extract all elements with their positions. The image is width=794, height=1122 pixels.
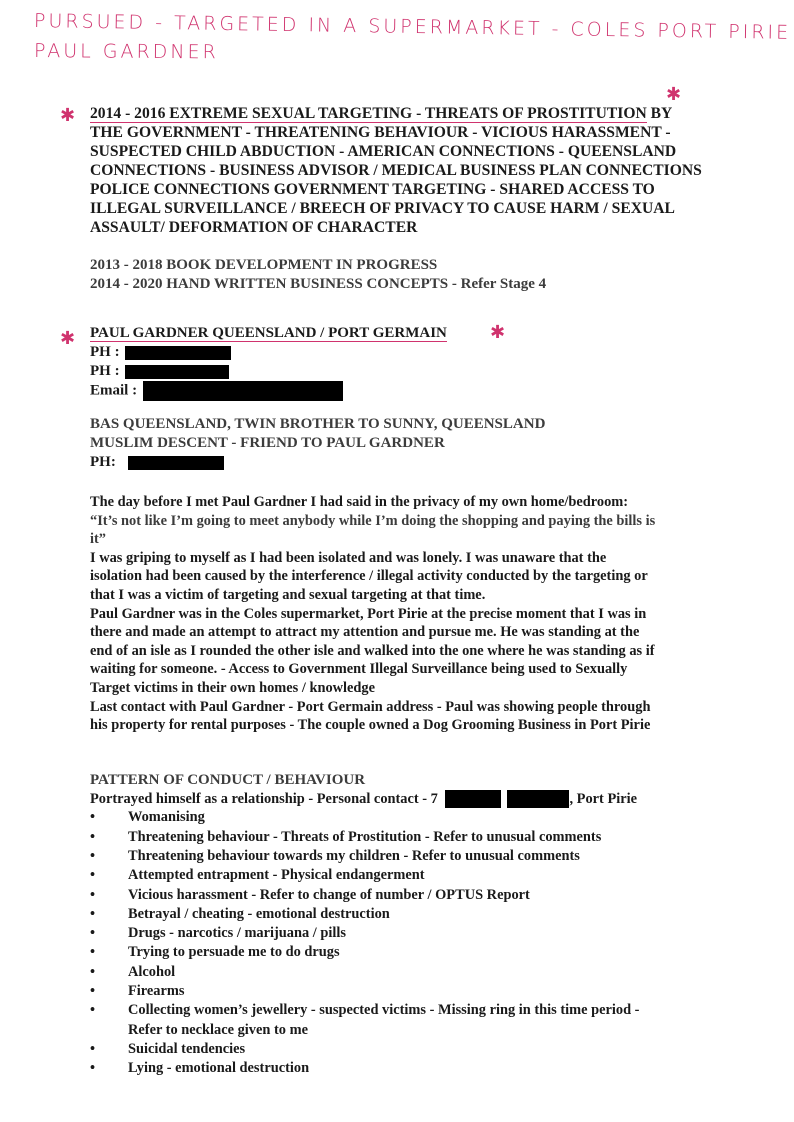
narrative-line: Last contact with Paul Gardner - Port Germain address - Paul was showing people through xyxy=(90,698,651,715)
bullet-icon: • xyxy=(90,944,96,961)
bas-line: MUSLIM DESCENT - FRIEND TO PAUL GARDNER xyxy=(90,435,445,451)
bullet-icon: • xyxy=(90,983,96,1000)
bullet-icon: • xyxy=(90,1060,96,1077)
phone-label: PH : xyxy=(90,363,120,379)
list-item-text: Lying - emotional destruction xyxy=(128,1060,310,1077)
contact-title xyxy=(90,324,730,343)
redaction-block xyxy=(125,346,231,360)
list-item xyxy=(90,886,730,905)
list-item-text: Alcohol xyxy=(128,963,176,980)
phone-row xyxy=(90,362,730,381)
narrative-line: that I was a victim of targeting and sexual targeting at that time. xyxy=(90,586,486,603)
narrative-line: I was griping to myself as I had been isolated and was lonely. I was unaware that the xyxy=(90,549,607,566)
list-item-text: Betrayal / cheating - emotional destruction xyxy=(128,905,390,922)
heading-underlined-text: 2014 - 2016 EXTREME SEXUAL TARGETING - THREATS OF PROSTITUTION xyxy=(90,105,647,122)
redaction-block xyxy=(445,790,501,808)
list-item-text: Firearms xyxy=(128,983,185,1000)
bas-section xyxy=(90,415,730,472)
heading-line: POLICE CONNECTIONS GOVERNMENT TARGETING - SHARED ACCESS TO xyxy=(90,181,655,198)
narrative-line: his property for rental purposes - The couple owned a Dog Grooming Business in Port Pirie xyxy=(90,717,651,734)
bullet-icon: • xyxy=(90,925,96,942)
annotation-star-icon: ✱ xyxy=(60,328,76,349)
list-item-text: Collecting women’s jewellery - suspected victims - Missing ring in this time period - xyxy=(128,1002,640,1019)
bullet-icon: • xyxy=(90,867,96,884)
narrative-line: waiting for someone. - Access to Government Illegal Surveillance being used to Sexually xyxy=(90,661,628,678)
quote-line: it” xyxy=(90,531,106,548)
bullet-icon: • xyxy=(90,1002,96,1019)
list-item xyxy=(90,828,730,847)
bullet-icon: • xyxy=(90,809,96,826)
heading-line-1 xyxy=(90,104,730,123)
quote-line: “It’s not like I’m going to meet anybody while I’m doing the shopping and paying the bills is xyxy=(90,512,656,529)
phone-label: PH : xyxy=(90,344,120,360)
redaction-block xyxy=(125,365,229,379)
bullet-icon: • xyxy=(90,963,96,980)
handwritten-title-line: PURSUED - TARGETED IN A SUPERMARKET - COLES PORT PIRIE xyxy=(33,10,792,44)
email-label: Email : xyxy=(90,382,138,399)
list-item-text: Threatening behaviour towards my children - Refer to unusual comments xyxy=(128,848,580,864)
heading-line: ASSAULT/ DEFORMATION OF CHARACTER xyxy=(90,219,418,236)
bullet-icon: • xyxy=(90,886,96,903)
narrative-line: The day before I met Paul Gardner I had said in the privacy of my own home/bedroom: xyxy=(90,494,629,510)
heading-line: THE GOVERNMENT - THREATENING BEHAVIOUR - VICIOUS HARASSMENT - xyxy=(90,124,671,141)
business-concepts-line: 2014 - 2020 HAND WRITTEN BUSINESS CONCEPTS - Refer Stage 4 xyxy=(90,276,547,292)
list-item-text: Suicidal tendencies xyxy=(128,1040,246,1057)
bullet-icon: • xyxy=(90,905,96,922)
list-item xyxy=(90,943,730,962)
email-row xyxy=(90,381,730,401)
redaction-block xyxy=(128,456,224,470)
book-development-line: 2013 - 2018 BOOK DEVELOPMENT IN PROGRESS xyxy=(90,257,438,273)
contact-section xyxy=(90,324,730,401)
annotation-star-icon: ✱ xyxy=(60,105,76,126)
narrative-line: isolation had been caused by the interference / illegal activity conducted by the targeting or xyxy=(90,568,648,585)
narrative-line: Paul Gardner was in the Coles supermarket, Port Pirie at the precise moment that I was in xyxy=(90,605,647,622)
list-item xyxy=(90,924,730,943)
phone-label: PH: xyxy=(90,454,116,470)
list-item xyxy=(90,1059,730,1078)
list-item xyxy=(90,1001,730,1040)
list-item-text: Womanising xyxy=(128,809,205,826)
list-item-text: Threatening behaviour - Threats of Prostitution - Refer to unusual comments xyxy=(128,828,602,845)
document-body xyxy=(90,104,730,1079)
list-item-continuation: Refer to necklace given to me xyxy=(128,1021,308,1038)
bas-line: BAS QUEENSLAND, TWIN BROTHER TO SUNNY, QUEENSLAND xyxy=(90,416,546,432)
list-item xyxy=(90,982,730,1001)
list-item xyxy=(90,808,730,827)
development-section xyxy=(90,256,730,294)
heading-line: SUSPECTED CHILD ABDUCTION - AMERICAN CONNECTIONS - QUEENSLAND xyxy=(90,143,677,160)
narrative-line: there and made an attempt to attract my attention and pursue me. He was standing at the xyxy=(90,624,640,641)
bullet-icon: • xyxy=(90,1040,96,1057)
list-item-text: Trying to persuade me to do drugs xyxy=(128,944,340,961)
pattern-intro-suffix: , Port Pirie xyxy=(569,790,638,807)
bullet-icon: • xyxy=(90,828,96,845)
pattern-intro xyxy=(90,790,730,809)
narrative-line: Target victims in their own homes / knowledge xyxy=(90,679,376,696)
phone-row xyxy=(90,343,730,362)
pattern-section xyxy=(90,771,730,1079)
narrative-line: end of an isle as I rounded the other isle and walked into the one where he was standing as if xyxy=(90,642,655,659)
contact-title-text: PAUL GARDNER QUEENSLAND / PORT GERMAIN xyxy=(90,325,447,341)
heading-line: ILLEGAL SURVEILLANCE / BREECH OF PRIVACY TO CAUSE HARM / SEXUAL xyxy=(90,200,675,217)
annotation-star-icon: ✱ xyxy=(490,322,506,343)
pattern-title: PATTERN OF CONDUCT / BEHAVIOUR xyxy=(90,771,366,788)
list-item-text: Drugs - narcotics / marijuana / pills xyxy=(128,925,346,942)
pattern-intro-text: Portrayed himself as a relationship - Personal contact - 7 xyxy=(90,790,438,807)
list-item xyxy=(90,847,730,866)
narrative-section xyxy=(90,493,730,735)
heading-line: CONNECTIONS - BUSINESS ADVISOR / MEDICAL BUSINESS PLAN CONNECTIONS xyxy=(90,162,702,179)
list-item-text: Vicious harassment - Refer to change of number / OPTUS Report xyxy=(128,886,530,903)
redaction-block xyxy=(143,381,343,401)
annotation-star-icon: ✱ xyxy=(666,84,682,105)
handwritten-name-line: PAUL GARDNER xyxy=(33,40,219,64)
main-heading xyxy=(90,104,730,237)
list-item xyxy=(90,963,730,982)
behaviour-list xyxy=(90,808,730,1078)
list-item xyxy=(90,1040,730,1059)
list-item-text: Attempted entrapment - Physical endangerment xyxy=(128,867,425,884)
list-item xyxy=(90,866,730,885)
list-item xyxy=(90,905,730,924)
bas-phone-row xyxy=(90,453,730,472)
heading-line-1-rest: BY xyxy=(646,105,673,122)
bullet-icon: • xyxy=(90,848,96,864)
redaction-block xyxy=(507,790,569,808)
